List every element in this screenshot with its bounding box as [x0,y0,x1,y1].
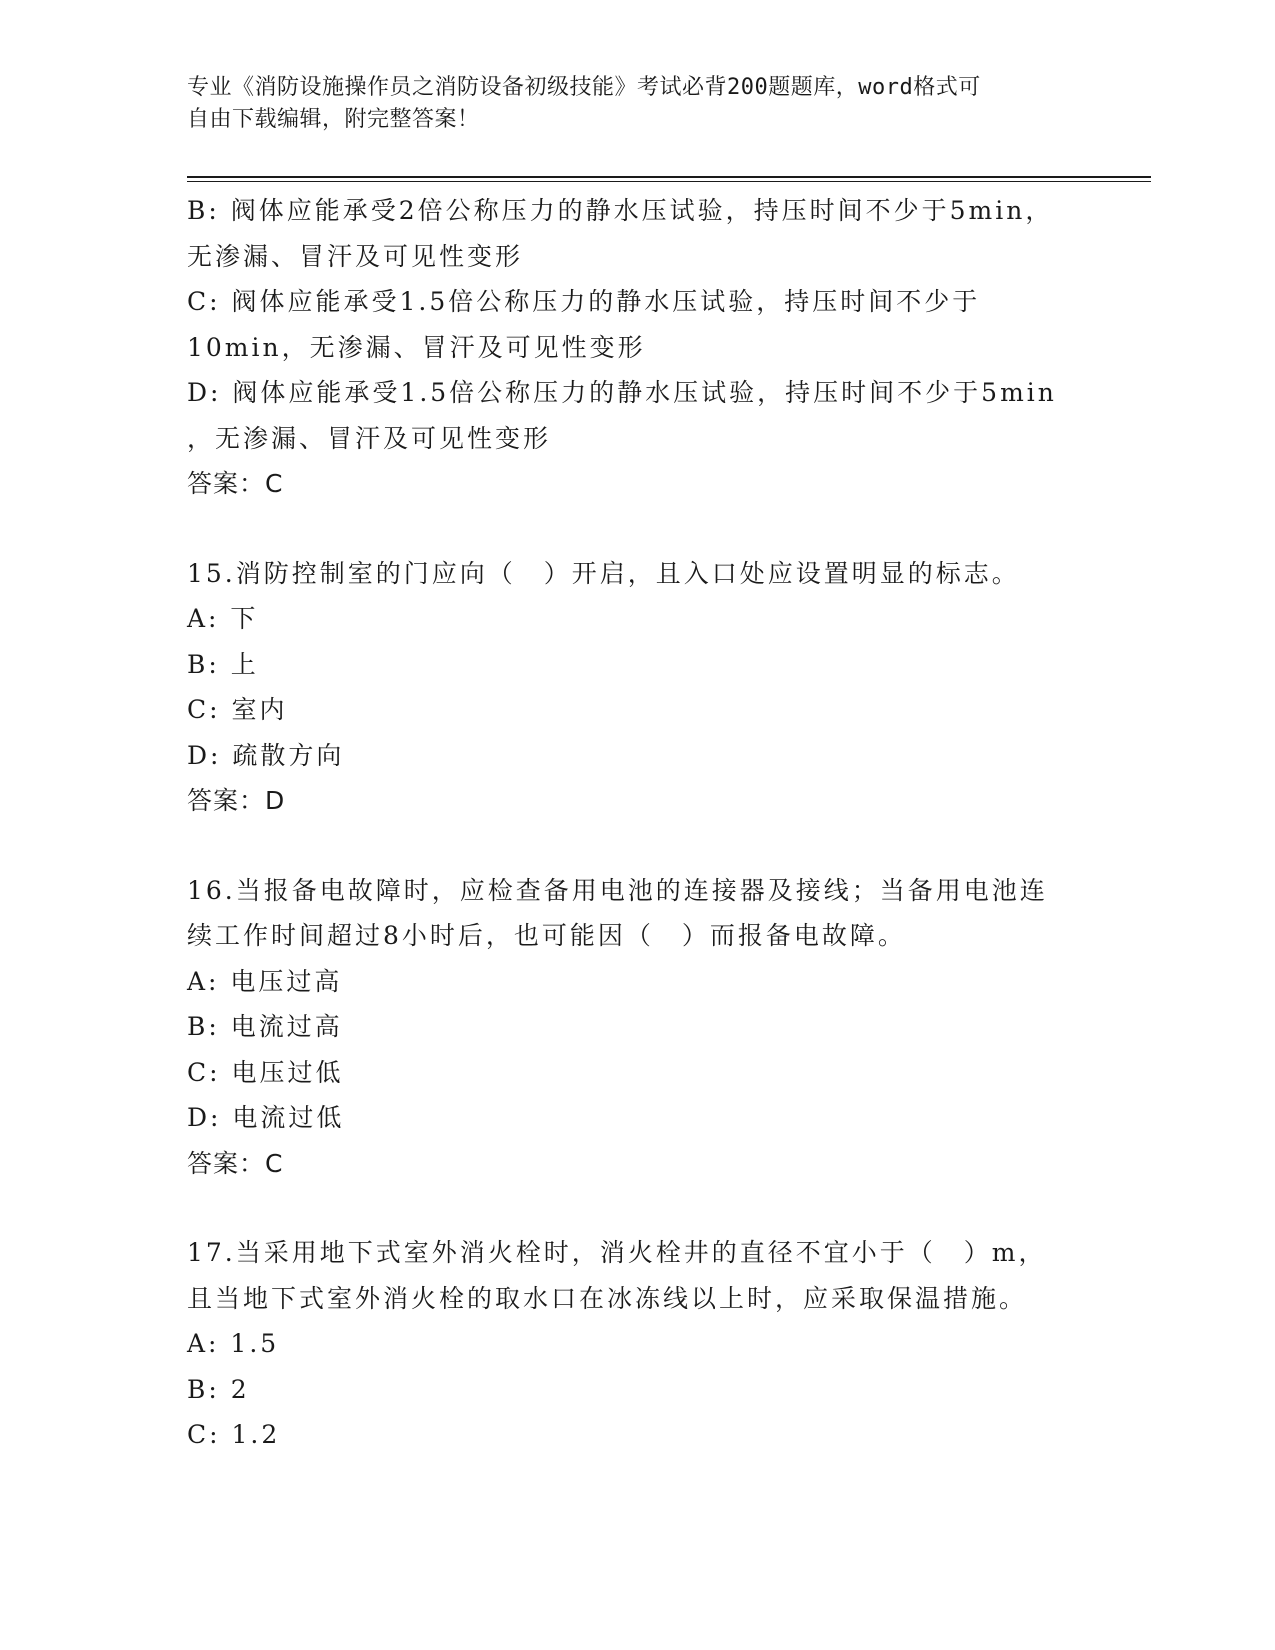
header-line-2: 自由下载编辑，附完整答案！ [187,107,480,132]
question-stem: 16.当报备电故障时，应检查备用电池的连接器及接线；当备用电池连 [187,875,1048,905]
question-stem: 续工作时间超过8小时后，也可能因（ ）而报备电故障。 [187,921,906,950]
question-stem: 且当地下式室外消火栓的取水口在冰冻线以上时，应采取保温措施。 [187,1283,1028,1313]
option-text: ，无渗漏、冒汗及可见性变形 [187,423,552,453]
option-text: C: 阀体应能承受1.5倍公称压力的静水压试验，持压时间不少于 [187,287,981,316]
option-d: D: 电流过低 [187,1103,345,1132]
option-c: C: 电压过低 [187,1057,344,1087]
option-a: A: 1.5 [187,1329,280,1358]
answer-line: 答案：D [187,786,286,815]
option-b: B: 2 [187,1374,250,1404]
header-line-1: 专业《消防设施操作员之消防设备初级技能》考试必背200题题库，word格式可 [187,75,981,100]
question-continued [187,188,1087,507]
option-c: C: 1.2 [187,1420,281,1449]
question-15 [187,551,1087,824]
spacer [187,1186,1087,1230]
option-text: D: 阀体应能承受1.5倍公称压力的静水压试验，持压时间不少于5min [187,378,1057,407]
header-divider-thin [187,181,1151,182]
document-header [187,72,1067,136]
spacer [187,507,1087,551]
question-16 [187,868,1087,1187]
question-17 [187,1230,1087,1458]
question-content [187,188,1087,1458]
header-divider-thick [187,176,1151,178]
spacer [187,824,1087,868]
option-text: 10min，无渗漏、冒汗及可见性变形 [187,332,646,362]
option-d: D: 疏散方向 [187,740,345,770]
option-text: B: 阀体应能承受2倍公称压力的静水压试验，持压时间不少于5min， [187,196,1054,225]
option-b: B: 上 [187,649,259,679]
answer-line: 答案：C [187,469,284,498]
option-text: 无渗漏、冒汗及可见性变形 [187,241,524,271]
question-stem: 15.消防控制室的门应向（ ）开启，且入口处应设置明显的标志。 [187,558,1020,588]
answer-line: 答案：C [187,1148,284,1178]
option-c: C: 室内 [187,695,288,724]
option-a: A: 下 [187,604,259,633]
option-b: B: 电流过高 [187,1012,343,1041]
option-a: A: 电压过高 [187,966,343,996]
question-stem: 17.当采用地下式室外消火栓时，消火栓井的直径不宜小于（ ）m， [187,1238,1047,1267]
